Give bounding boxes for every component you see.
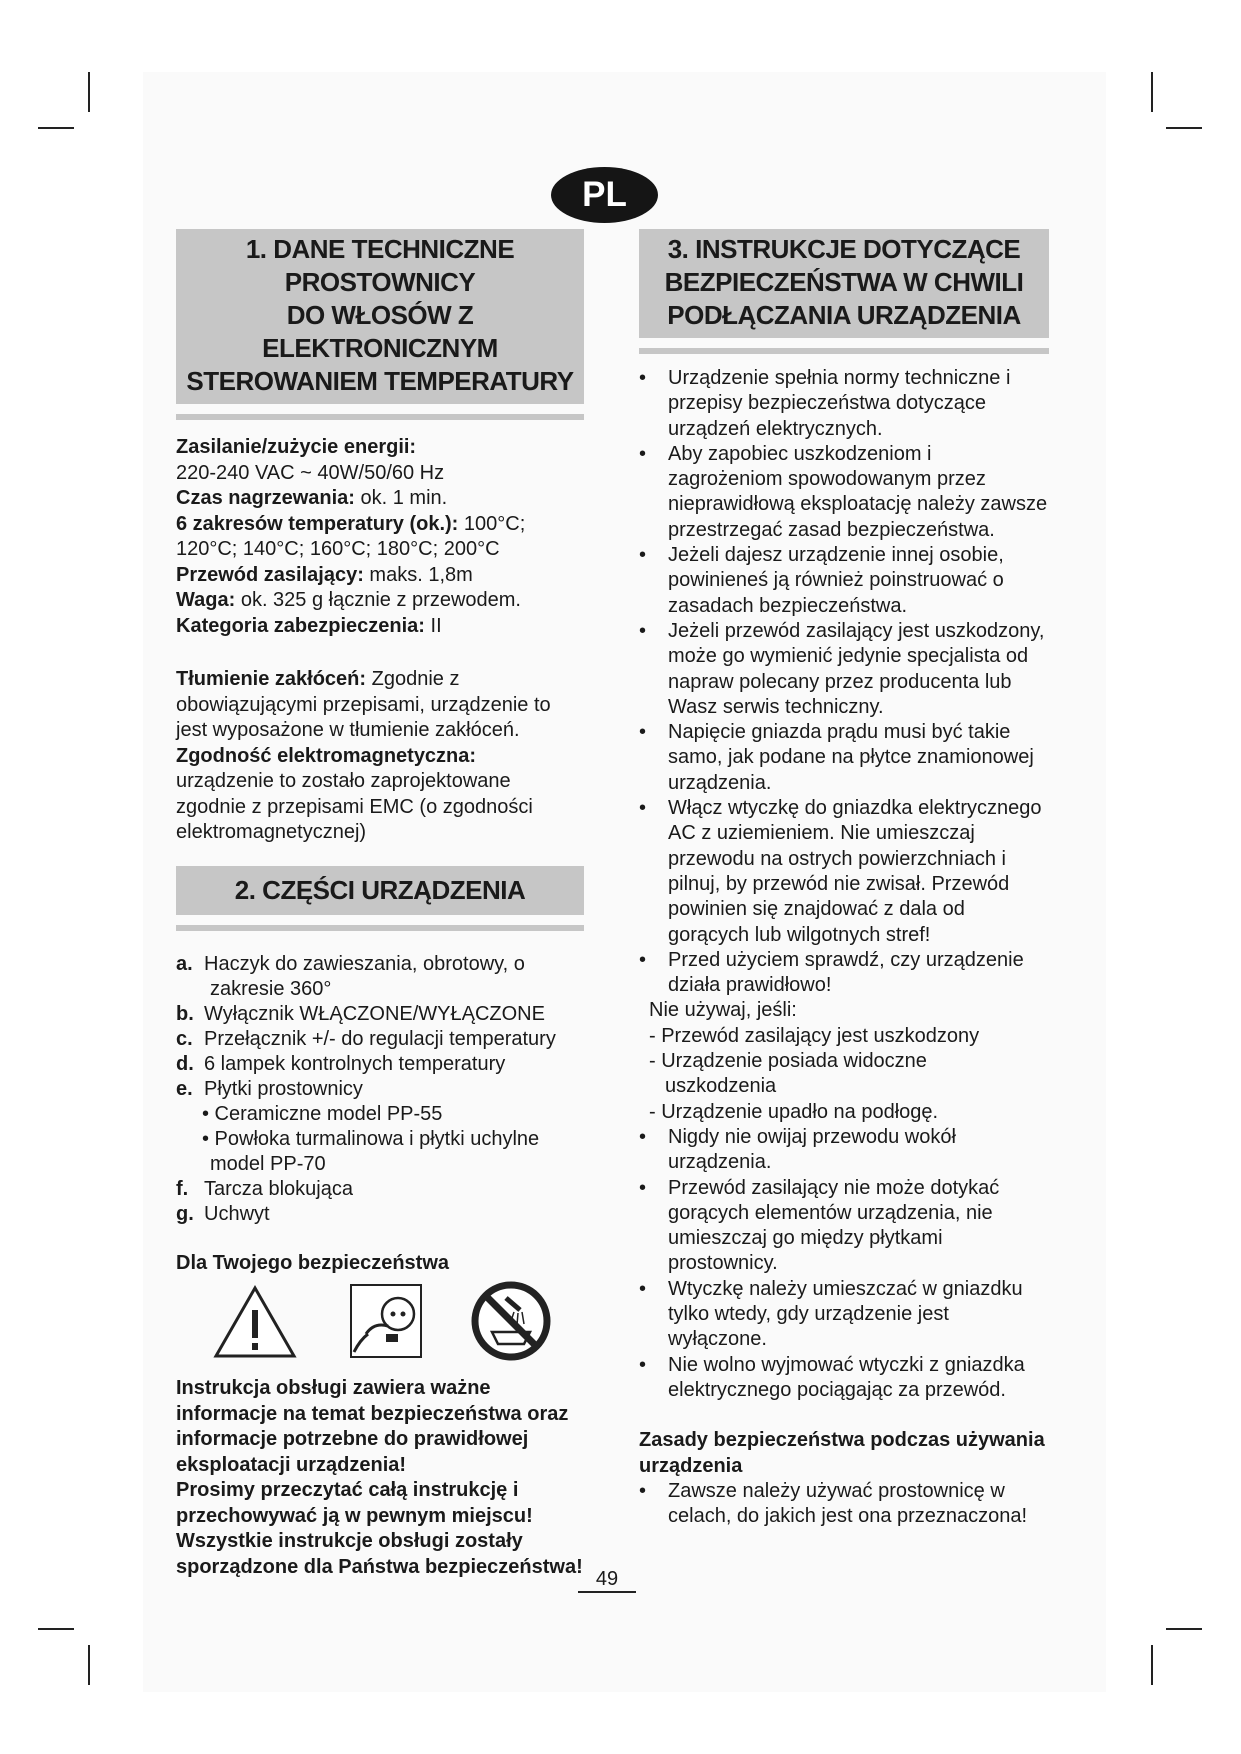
spec-value: II xyxy=(424,614,442,637)
spec-value: 100°C; 120°C; 140°C; 160°C; 180°C; 200°C xyxy=(176,512,526,560)
safety-icons xyxy=(176,1280,584,1368)
list-item xyxy=(176,952,584,977)
bullet-text: Jeżeli dajesz urządzenie innej osobie, powinieneś ją również poinstruować o zasadach bezpieczeństwa. xyxy=(668,544,1004,617)
no-water-icon xyxy=(470,1280,552,1362)
section-3-heading xyxy=(639,229,1049,338)
safety-note-text: Wszystkie instrukcje obsługi zostały sporządzone dla Państwa bezpieczeństwa! xyxy=(176,1530,583,1578)
list-item xyxy=(639,1277,1049,1353)
bullet: • xyxy=(639,1480,647,1503)
bullet: • xyxy=(639,1125,647,1148)
list-item xyxy=(176,1202,584,1227)
item-letter: c. xyxy=(176,1027,193,1050)
item-text: Płytki prostownicy xyxy=(204,1077,363,1100)
crop-mark xyxy=(88,1645,90,1685)
item-text-cont: zakresie 360° xyxy=(210,977,332,1000)
section-rule xyxy=(176,414,584,420)
item-letter: a. xyxy=(176,952,193,975)
item-text: Tarcza blokująca xyxy=(204,1177,353,1200)
safety-heading: Dla Twojego bezpieczeństwa xyxy=(176,1251,450,1274)
dash-item: - Urządzenie upadło na podłogę. xyxy=(649,1100,939,1123)
left-column xyxy=(176,229,584,1580)
section-1-heading xyxy=(176,229,584,404)
spec-label: 6 zakresów temperatury (ok.): xyxy=(176,512,459,535)
list-item xyxy=(639,948,1049,999)
bullet: • xyxy=(639,721,647,744)
bullet: • xyxy=(639,1176,647,1199)
crop-mark xyxy=(1166,1628,1202,1630)
item-letter: f. xyxy=(176,1177,189,1200)
heading-line: 1. DANE TECHNICZNE PROSTOWNICY xyxy=(245,234,515,297)
crop-mark xyxy=(1151,1645,1153,1685)
bullet-text: Nigdy nie owijaj przewodu wokół urządzenia. xyxy=(668,1125,956,1174)
spec-value: 220-240 VAC ~ 40W/50/60 Hz xyxy=(176,461,445,484)
bullet: • xyxy=(639,367,647,389)
list-item xyxy=(639,1176,1049,1277)
dash-item: - Przewód zasilający jest uszkodzony xyxy=(649,1024,980,1047)
safety-note xyxy=(176,1376,584,1580)
emc-label: Zgodność elektromagnetyczna: xyxy=(176,744,477,767)
spec-label: Zasilanie/zużycie energii: xyxy=(176,436,417,458)
bullet-text: Nie wolno wyjmować wtyczki z gniazdka elektrycznego pociągając za przewód. xyxy=(668,1353,1025,1401)
bullet-text: Urządzenie spełnia normy techniczne i przepisy bezpieczeństwa dotyczące urządzeń elektrycznych. xyxy=(668,367,1011,440)
heading-line: PODŁĄCZANIA URZĄDZENIA xyxy=(667,300,1021,330)
list-item xyxy=(176,1052,584,1077)
spec-value: ok. 325 g łącznie z przewodem. xyxy=(235,589,521,611)
list-item xyxy=(176,1077,584,1102)
sub-item: • Ceramiczne model PP-55 xyxy=(202,1102,443,1125)
heading-line: 3. INSTRUKCJE DOTYCZĄCE xyxy=(667,234,1021,264)
crop-mark xyxy=(38,1628,74,1630)
list-item xyxy=(176,1177,584,1202)
list-item xyxy=(639,796,1049,948)
emc-text: Zgodnie z obowiązującymi przepisami, urządzenie to jest wyposażone w tłumienie zakłóceń. xyxy=(176,668,551,741)
heading-line: DO WŁOSÓW Z ELEKTRONICZNYM xyxy=(262,300,498,363)
item-text: Wyłącznik WŁĄCZONE/WYŁĄCZONE xyxy=(204,1002,545,1025)
bullet: • xyxy=(639,442,647,465)
usage-heading: Zasady bezpieczeństwa podczas używania urządzenia xyxy=(639,1429,1045,1477)
list-item xyxy=(639,619,1049,720)
emc-info xyxy=(176,667,584,846)
page-number: 49 xyxy=(578,1567,636,1593)
item-text: Przełącznik +/- do regulacji temperatury xyxy=(204,1027,556,1050)
list-item xyxy=(639,366,1049,442)
parts-list xyxy=(176,952,584,1227)
sub-item: • Powłoka turmalinowa i płytki uchylne xyxy=(202,1127,540,1150)
dash-item: - Urządzenie posiada widoczne xyxy=(649,1050,927,1073)
bullet-text: Przed użyciem sprawdź, czy urządzenie działa prawidłowo! xyxy=(668,948,1024,997)
list-item xyxy=(639,1353,1049,1404)
section-rule xyxy=(176,925,584,931)
item-letter: e. xyxy=(176,1077,193,1100)
heading-line: 2. CZĘŚCI URZĄDZENIA xyxy=(234,874,526,905)
heading-line: BEZPIECZEŃSTWA W CHWILI xyxy=(664,267,1024,297)
bullet-text: Zawsze należy używać prostownicę w celach, do jakich jest ona przeznaczona! xyxy=(668,1480,1028,1528)
crop-mark xyxy=(1151,72,1153,112)
item-text: Uchwyt xyxy=(204,1202,270,1225)
warning-triangle-icon xyxy=(212,1284,298,1360)
bullet: • xyxy=(639,797,647,820)
spec-label: Czas nagrzewania: xyxy=(176,487,355,509)
right-column xyxy=(639,229,1049,1530)
bullet: • xyxy=(639,619,647,642)
list-item xyxy=(639,442,1049,543)
item-text: 6 lampek kontrolnych temperatury xyxy=(204,1052,506,1075)
bullet-text: Jeżeli przewód zasilający jest uszkodzony, może go wymienić jedynie specjalista od napraw polecany przez producenta lub Wasz serwis techniczny. xyxy=(668,619,1045,718)
list-item xyxy=(639,1479,1049,1530)
bullet: • xyxy=(639,948,647,971)
bullet: • xyxy=(639,544,647,567)
bullet-text: Włącz wtyczkę do gniazdka elektrycznego AC z uziemieniem. Nie umieszczaj przewodu na ostrych powierzchniach i pilnuj, by przewód nie zwisał. Przewód powinien się znajdować z dala od gorących lub wilgotnych stref! xyxy=(668,797,1042,946)
list-item xyxy=(176,1027,584,1052)
emc-label: Tłumienie zakłóceń: xyxy=(176,668,367,690)
list-item xyxy=(176,1002,584,1027)
crop-mark xyxy=(88,72,90,112)
list-item xyxy=(639,1125,1049,1176)
bullet: • xyxy=(639,1277,647,1300)
spec-value: ok. 1 min. xyxy=(354,487,448,509)
heading-line: STEROWANIEM TEMPERATURY xyxy=(186,366,574,396)
section-rule xyxy=(639,348,1049,354)
spec-label: Przewód zasilający: xyxy=(176,563,364,586)
safety-note-text: Instrukcja obsługi zawiera ważne informacje na temat bezpieczeństwa oraz informacje potrzebne do prawidłowej eksploatacji urządzenia! xyxy=(176,1377,569,1476)
spec-value: maks. 1,8m xyxy=(363,563,473,586)
bullet-text: Aby zapobiec uszkodzeniom i zagrożeniom spowodowanym przez nieprawidłową eksploatację należy zawsze przestrzegać zasad bezpieczeństwa. xyxy=(668,442,1048,541)
technical-specs xyxy=(176,435,584,639)
spec-label: Kategoria zabezpieczenia: xyxy=(176,614,425,637)
item-text: Haczyk do zawieszania, obrotowy, o xyxy=(204,952,525,975)
dont-use-heading: Nie używaj, jeśli: xyxy=(649,999,797,1022)
sub-item-cont: model PP-70 xyxy=(210,1152,326,1175)
crop-mark xyxy=(38,127,74,129)
list-item xyxy=(639,543,1049,619)
bullet-text: Wtyczkę należy umieszczać w gniazdku tylko wtedy, gdy urządzenie jest wyłączone. xyxy=(668,1277,1023,1351)
bullet: • xyxy=(639,1353,647,1376)
wall-socket-plug-icon xyxy=(348,1282,424,1360)
safety-note-text: Prosimy przeczytać całą instrukcję i przechowywać ją w pewnym miejscu! xyxy=(176,1479,533,1527)
item-letter: g. xyxy=(176,1202,194,1225)
spec-label: Waga: xyxy=(176,589,236,611)
list-item xyxy=(639,720,1049,796)
safety-bullets-b xyxy=(639,1125,1049,1403)
dash-item-cont: uszkodzenia xyxy=(665,1075,777,1098)
item-letter: d. xyxy=(176,1052,194,1075)
emc-text: urządzenie to zostało zaprojektowane zgodnie z przepisami EMC (o zgodności elektromagnetycznej) xyxy=(176,770,533,843)
bullet-text: Napięcie gniazda prądu musi być takie samo, jak podane na płytce znamionowej urządzenia. xyxy=(668,721,1034,794)
item-letter: b. xyxy=(176,1002,194,1025)
bullet-text: Przewód zasilający nie może dotykać gorących elementów urządzenia, nie umieszczaj go między płytkami prostownicy. xyxy=(668,1176,1000,1275)
crop-mark xyxy=(1166,127,1202,129)
safety-bullets-a xyxy=(639,366,1049,998)
language-badge: PL xyxy=(551,167,658,223)
section-2-heading xyxy=(176,866,584,915)
